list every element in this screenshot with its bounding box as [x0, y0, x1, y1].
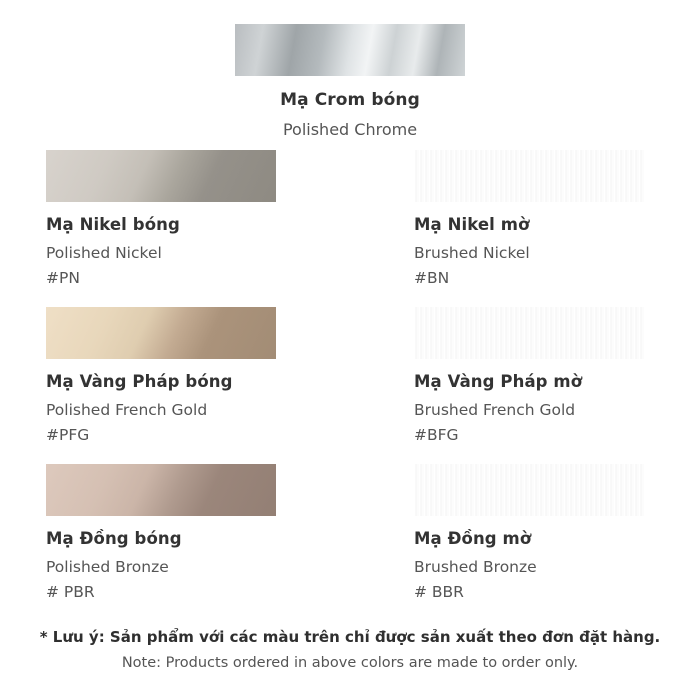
finish-name-en: Brushed Bronze: [414, 558, 537, 576]
brushed-french-gold-swatch: [414, 307, 644, 359]
finish-code: #PFG: [46, 426, 90, 444]
finish-name-vi: Mạ Nikel mờ: [414, 215, 530, 234]
brushed-bronze-swatch: [414, 464, 644, 516]
brushed-nickel-swatch: [414, 150, 644, 202]
finish-cell-polished-nickel: [46, 150, 414, 287]
finish-name-vi: Mạ Đồng bóng: [46, 529, 182, 548]
polished-chrome-swatch: [235, 24, 465, 76]
finish-cell-brushed-nickel: [414, 150, 654, 287]
finish-code: #BFG: [414, 426, 459, 444]
finish-row: [46, 464, 654, 601]
polished-chrome-name-vi: Mạ Crom bóng: [280, 90, 420, 110]
footer-note-vi: * Lưu ý: Sản phẩm với các màu trên chỉ được sản xuất theo đơn đặt hàng.: [39, 628, 661, 646]
finish-name-vi: Mạ Vàng Pháp bóng: [46, 372, 233, 391]
finish-name-vi: Mạ Đồng mờ: [414, 529, 532, 548]
finish-cell-brushed-french-gold: [414, 307, 654, 444]
finish-code: #PN: [46, 269, 80, 287]
finish-code: #BN: [414, 269, 450, 287]
finish-cell-polished-bronze: [46, 464, 414, 601]
finish-row: [46, 307, 654, 444]
footer-note: [0, 628, 700, 671]
finish-row: [46, 150, 654, 287]
polished-nickel-swatch: [46, 150, 276, 202]
polished-french-gold-swatch: [46, 307, 276, 359]
footer-note-en: Note: Products ordered in above colors are made to order only.: [121, 655, 579, 671]
finish-name-en: Polished Nickel: [46, 244, 162, 262]
finish-name-en: Brushed French Gold: [414, 401, 576, 419]
finish-name-vi: Mạ Nikel bóng: [46, 215, 180, 234]
finish-name-en: Polished Bronze: [46, 558, 169, 576]
polished-bronze-swatch: [46, 464, 276, 516]
finish-code: # BBR: [414, 583, 464, 601]
finish-name-en: Brushed Nickel: [414, 244, 530, 262]
finish-name-en: Polished French Gold: [46, 401, 208, 419]
finish-cell-brushed-bronze: [414, 464, 654, 601]
finish-grid: [46, 150, 654, 621]
finish-cell-polished-french-gold: [46, 307, 414, 444]
finish-name-vi: Mạ Vàng Pháp mờ: [414, 372, 583, 391]
top-finish-block: [0, 24, 700, 139]
finish-code: # PBR: [46, 583, 95, 601]
polished-chrome-name-en: Polished Chrome: [282, 120, 418, 139]
